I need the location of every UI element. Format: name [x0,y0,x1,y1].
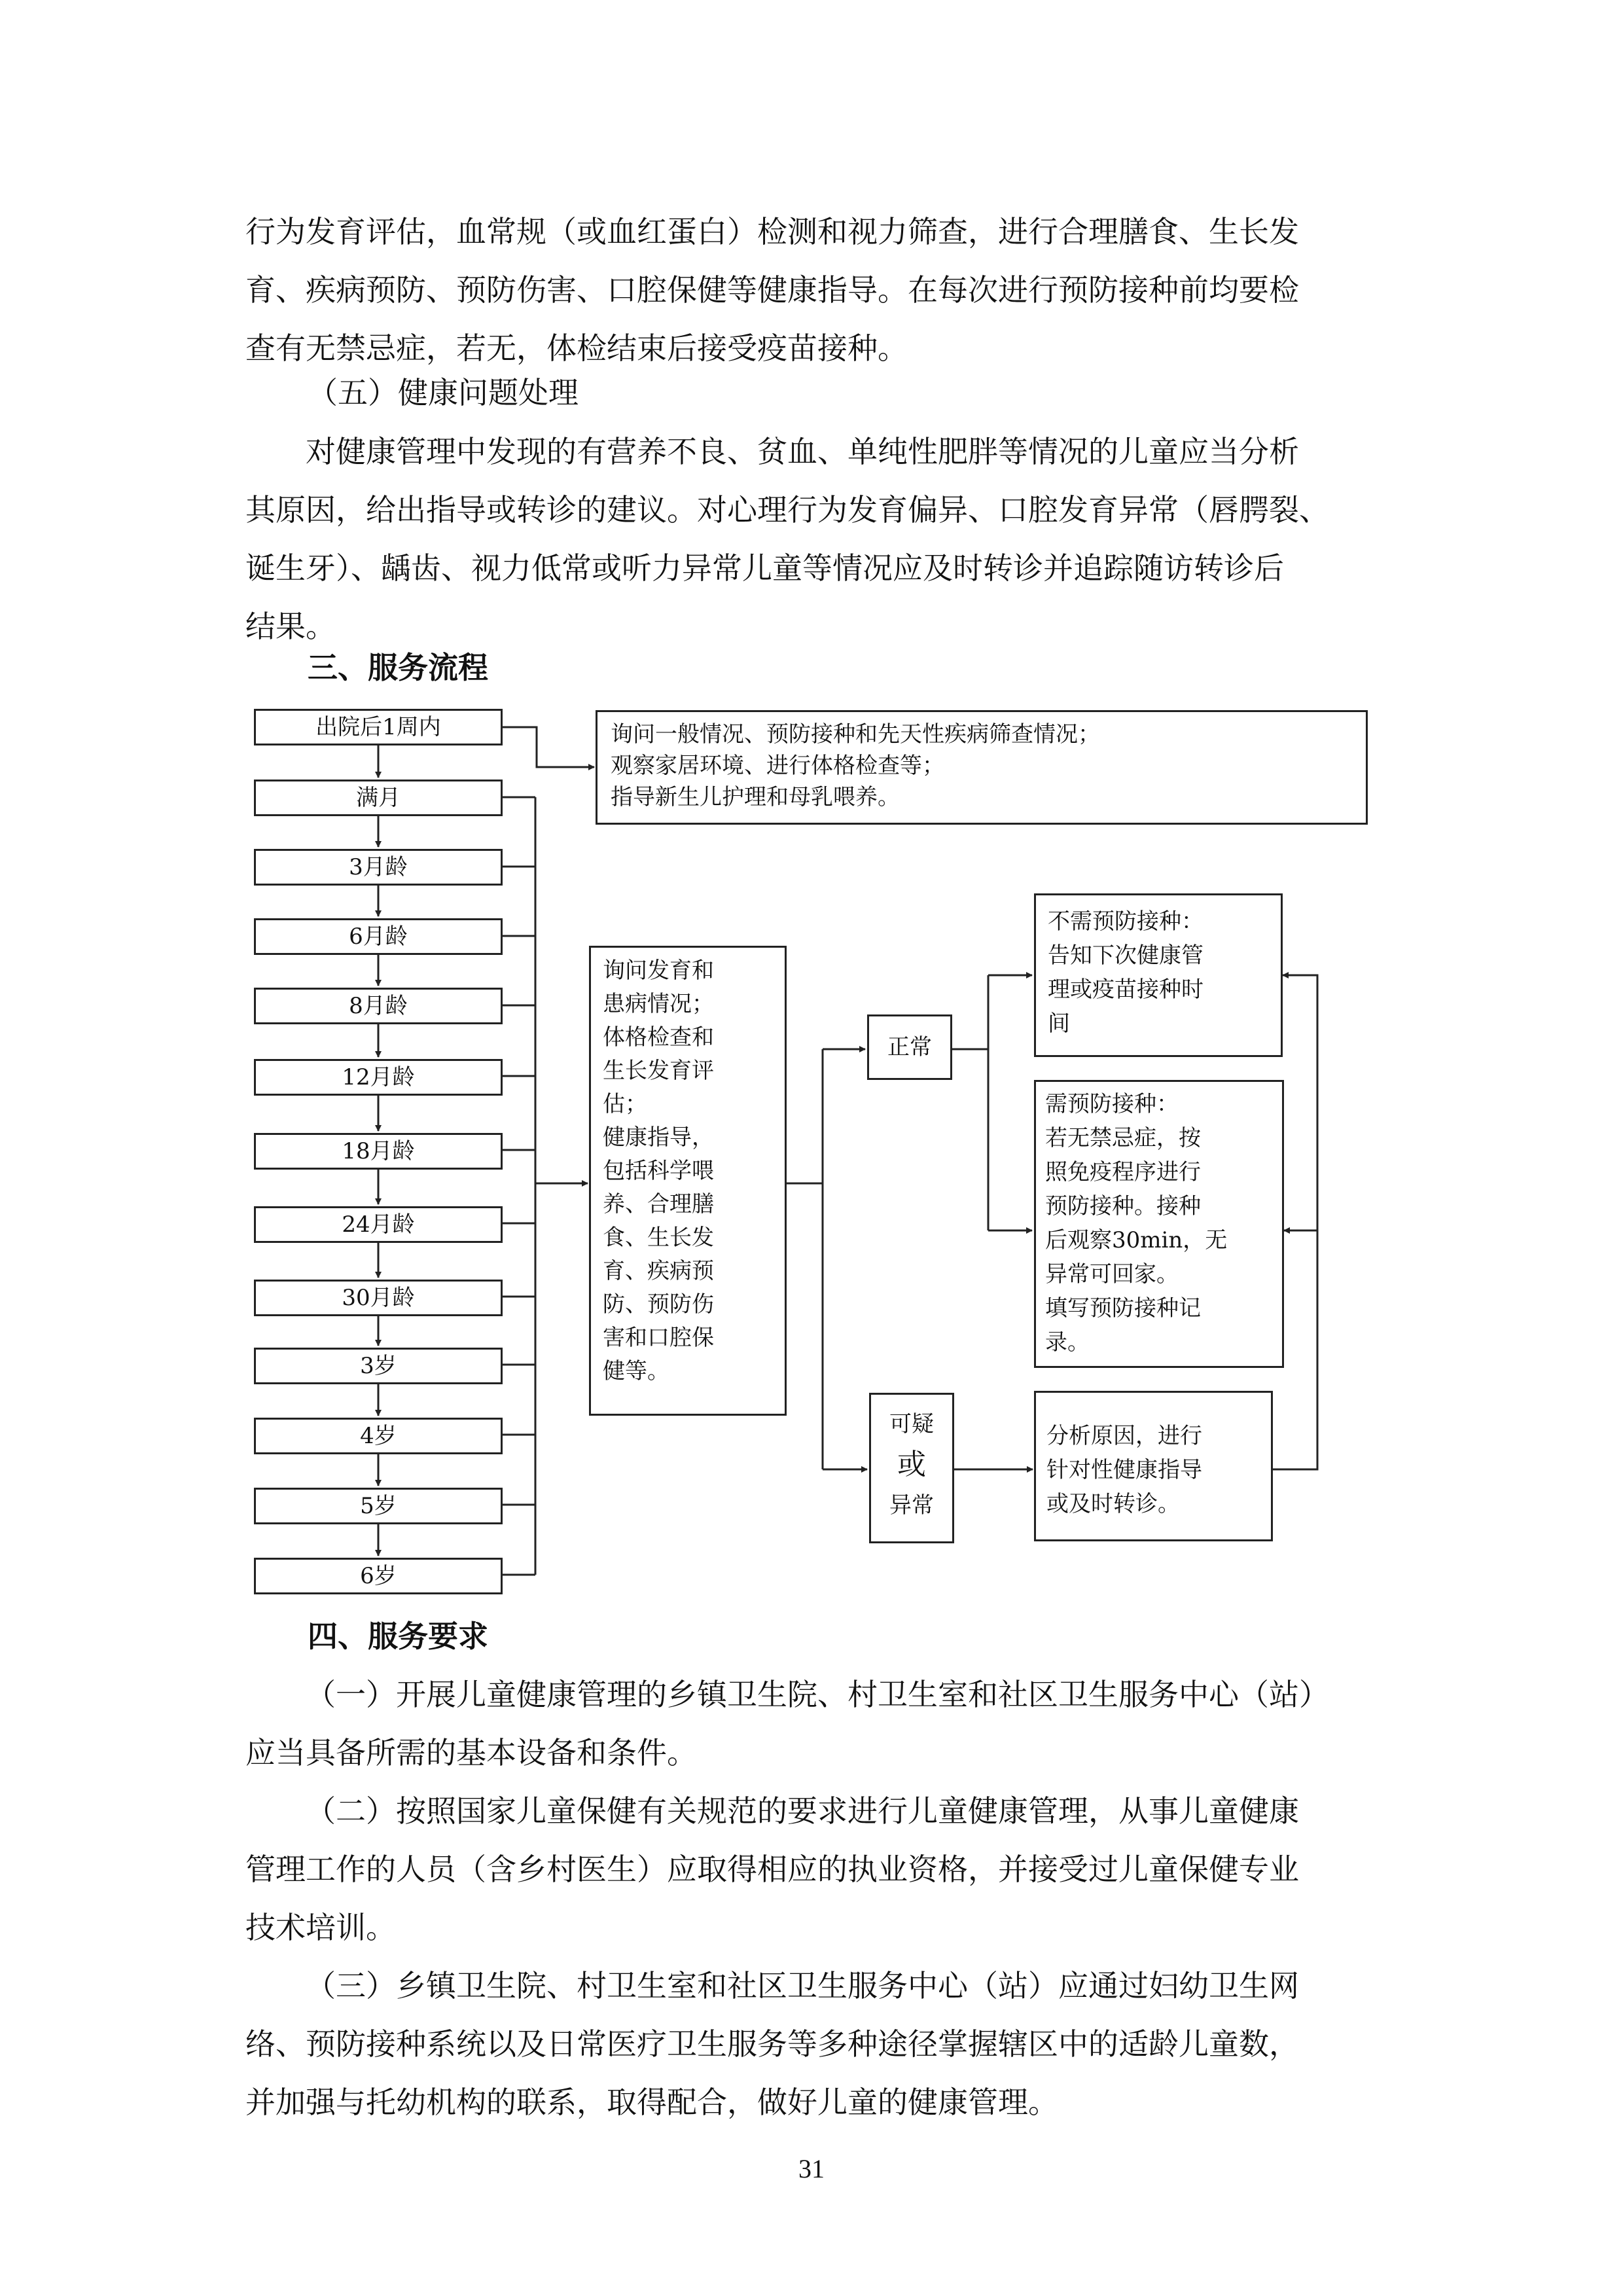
box-line: 生长发育评 [603,1058,714,1084]
newborn-visit-box [596,710,1368,825]
text-line: 技术培训。 [245,1910,396,1945]
text-line: 对健康管理中发现的有营养不良、贫血、单纯性肥胖等情况的儿童应当分析 [306,434,1299,469]
text-line: 育、疾病预防、预防伤害、口腔保健等健康指导。在每次进行预防接种前均要检 [245,272,1299,308]
normal-result-box [867,1014,952,1080]
stage-box: 30月龄 [254,1280,503,1316]
no-vaccination-box [1034,893,1283,1057]
text-line: 络、预防接种系统以及日常医疗卫生服务等多种途径掌握辖区中的适龄儿童数， [245,2026,1299,2062]
box-line: 填写预防接种记 [1045,1295,1201,1321]
page-number: 31 [798,2154,825,2183]
vaccination-box [1034,1080,1284,1368]
paragraph-requirement-1 [245,1666,1387,1782]
box-line: 告知下次健康管 [1048,942,1204,969]
box-line: 害和口腔保 [603,1325,714,1351]
box-line: 询问一般情况、预防接种和先天性疾病筛查情况； [611,721,1100,747]
text-line: 其原因，给出指导或转诊的建议。对心理行为发育偏异、口腔发育异常（唇腭裂、 [245,492,1329,528]
box-line: 理或疫苗接种时 [1048,977,1204,1003]
stage-box: 4岁 [254,1418,503,1454]
stage-box: 出院后1周内 [254,709,503,745]
box-line: 包括科学喂 [603,1158,714,1184]
text-line: 查有无禁忌症，若无，体检结束后接受疫苗接种。 [245,331,908,366]
box-line: 针对性健康指导 [1046,1457,1202,1483]
stage-box: 6月龄 [254,918,503,955]
heading-health-problem-handling: （五）健康问题处理 [308,375,579,410]
stage-box: 8月龄 [254,988,503,1024]
text-line: （二）按照国家儿童保健有关规范的要求进行儿童健康管理，从事儿童健康 [306,1793,1299,1829]
box-line: 分析原因，进行 [1046,1423,1202,1449]
box-line: 养、合理膳 [603,1191,714,1217]
box-line: 患病情况； [603,991,714,1017]
box-line: 观察家居环境、进行体格检查等； [611,753,944,779]
stage-box: 满月 [254,780,503,816]
analysis-referral-box [1034,1391,1273,1541]
text-line: （三）乡镇卫生院、村卫生室和社区卫生服务中心（站）应通过妇幼卫生网 [306,1968,1299,2003]
box-line: 预防接种。接种 [1045,1193,1201,1219]
box-line: 指导新生儿护理和母乳喂养。 [611,784,900,810]
stage-box: 5岁 [254,1488,503,1524]
stage-box: 3月龄 [254,849,503,886]
box-line: 询问发育和 [603,958,714,984]
stage-box: 18月龄 [254,1133,503,1170]
text-line: 并加强与托幼机构的联系，取得配合，做好儿童的健康管理。 [245,2085,1058,2120]
box-line: 异常可回家。 [1045,1261,1179,1287]
text-line: 管理工作的人员（含乡村医生）应取得相应的执业资格，并接受过儿童保健专业 [245,1852,1299,1887]
stage-box: 24月龄 [254,1206,503,1243]
box-line: 录。 [1045,1329,1090,1355]
box-line: 可疑 [889,1411,934,1437]
text-line: （一）开展儿童健康管理的乡镇卫生院、村卫生室和社区卫生服务中心（站） [306,1677,1329,1712]
box-line: 估； [603,1091,647,1117]
stage-box: 3岁 [254,1348,503,1384]
box-line: 后观察30min，无 [1045,1227,1228,1253]
box-line: 食、生长发 [603,1225,714,1251]
box-line: 需预防接种： [1045,1091,1179,1117]
box-line: 育、疾病预 [603,1258,714,1284]
box-line: 间 [1048,1011,1070,1037]
stage-box: 6岁 [254,1558,503,1594]
abnormal-result-box [869,1393,954,1543]
section-title-service-requirements: 四、服务要求 [308,1619,488,1654]
paragraph-requirement-3 [245,1957,1387,2132]
box-line: 或及时转诊。 [1046,1491,1180,1517]
box-line: 健等。 [603,1358,669,1384]
text-line: 行为发育评估，血常规（或血红蛋白）检测和视力筛查，进行合理膳食、生长发 [245,214,1299,249]
box-line: 或 [897,1448,926,1481]
box-line: 不需预防接种： [1048,908,1204,935]
box-label: 正常 [887,1034,932,1060]
checkup-guidance-box [589,946,787,1416]
stage-box: 12月龄 [254,1059,503,1096]
box-line: 异常 [889,1492,934,1518]
box-line: 防、预防伤 [603,1291,714,1318]
box-line: 健康指导， [603,1124,714,1151]
text-line: 诞生牙）、龋齿、视力低常或听力异常儿童等情况应及时转诊并追踪随访转诊后 [245,550,1284,586]
paragraph-requirement-2 [245,1782,1387,1957]
box-line: 若无禁忌症，按 [1045,1125,1201,1151]
box-line: 照免疫程序进行 [1045,1159,1201,1185]
box-line: 体格检查和 [603,1024,714,1050]
text-line: 结果。 [245,609,336,644]
section-title-service-flow: 三、服务流程 [308,650,488,685]
text-line: 应当具备所需的基本设备和条件。 [245,1735,697,1770]
